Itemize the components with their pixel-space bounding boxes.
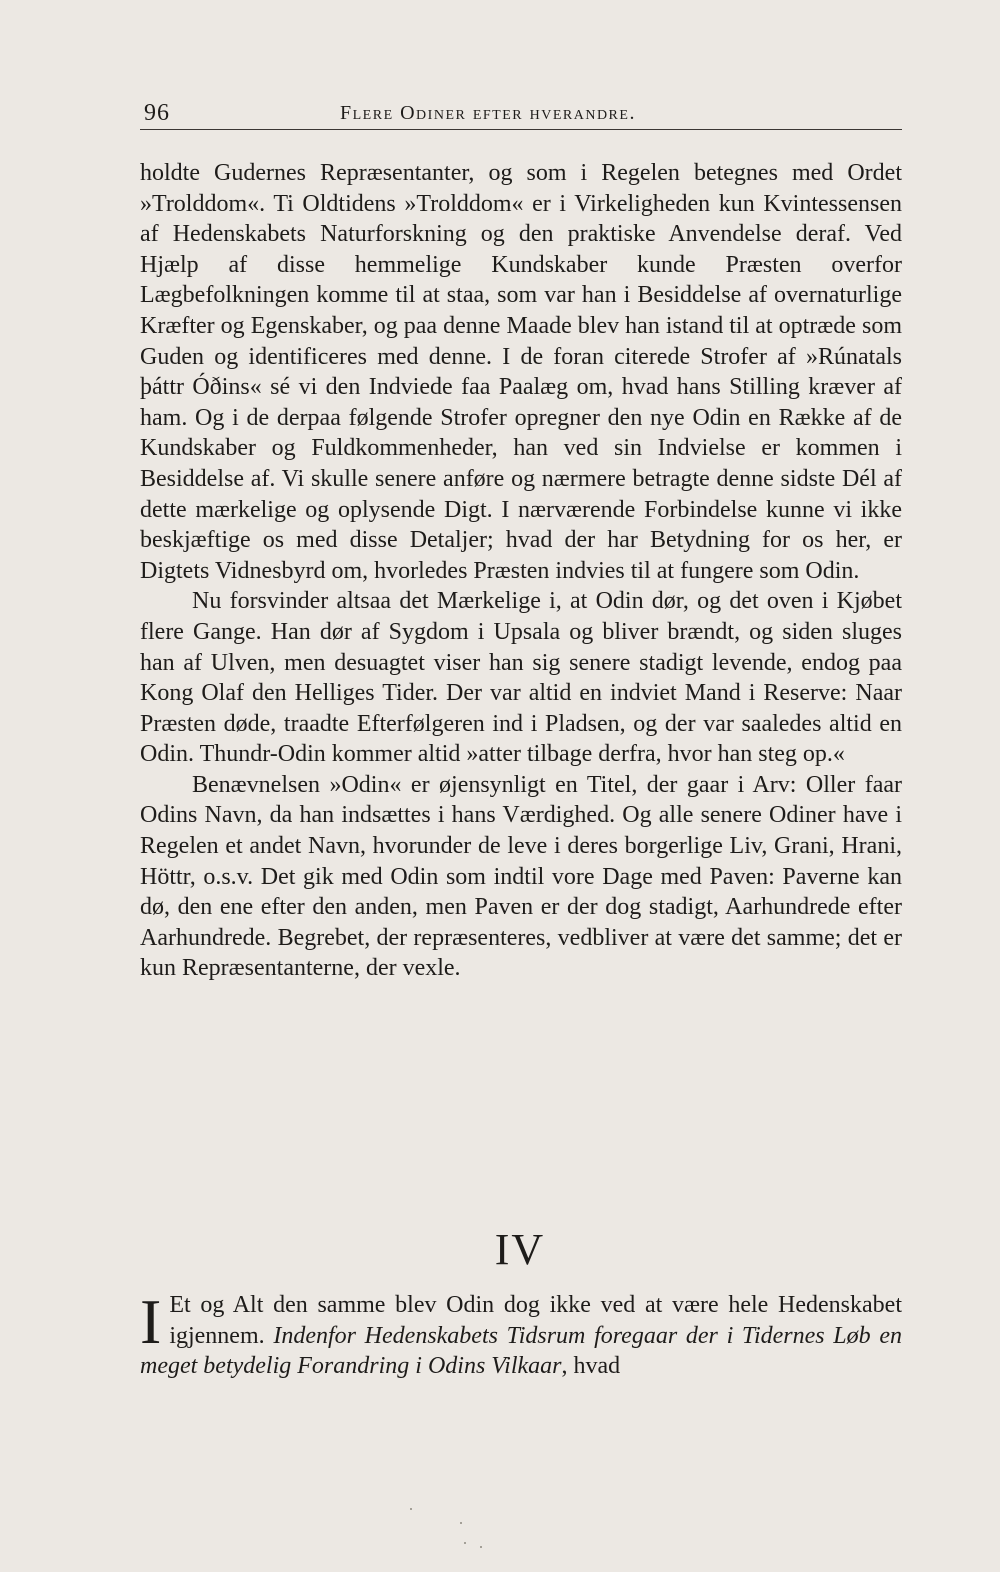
section-text-tail: , hvad <box>561 1353 621 1380</box>
running-title: Flere Odiner efter hverandre. <box>340 102 636 124</box>
paragraph-continued: holdte Gudernes Repræsentanter, og som i Regelen betegnes med Ordet »Trolddom«. Ti Oldtidens »Trolddom« er i Virkeligheden kun Kvintessensen af Hedenskabets Naturforskning og den praktiske Anvendelse deraf. Ved Hjælp af disse hemmelige Kundskaber kunde Præsten overfor Lægbefolkningen komme til at staa, som var han i Besiddelse af overnaturlige Kræfter og Egenskaber, og paa denne Maade blev han istand til at optræde som Guden og identificeres med denne. I de foran citerede Strofer af »Rúnatals þáttr Óðins« sé vi den Indviede faa Paalæg om, hvad hans Stilling kræver af ham. Og i de derpaa følgende Strofer opregner den nye Odin en Række af de Kundskaber og Fuldkommenheder, han ved sin Indvielse er kommen i Besiddelse af. Vi skulle senere anføre og nærmere betragte denne sidste Dél af dette mærkelige og oplysende Digt. I nærværende Forbindelse kunne vi ikke beskjæftige os med disse Detaljer; hvad der har Betydning for os her, er Digtets Vidnesbyrd om, hvorledes Præsten indvies til at fungere som Odin. <box>140 160 902 584</box>
section-numeral: IV <box>494 1225 546 1274</box>
paper-specks <box>400 1500 520 1560</box>
paragraph: Benævnelsen »Odin« er øjensynligt en Titel, der gaar i Arv: Oller faar Odins Navn, da han indsættes i hans Værdighed. Og alle senere Odiner have i Regelen et andet Navn, hvorunder de leve i deres borgerlige Liv, Grani, Hrani, Höttr, o.s.v. Det gik med Odin som indtil vore Dage med Paven: Paverne kan dø, den ene efter den anden, men Paven er der dog stadigt, Aarhundrede efter Aarhundrede. Begrebet, der repræsenteres, vedbliver at være det samme; det er kun Repræsentanterne, der vexle. <box>140 771 902 982</box>
section-text-italic: Indenfor Hedenskabets Tidsrum foregaar der i Tidernes Løb en meget betydelig Forandring i Odins Vilkaar <box>140 1322 903 1380</box>
header-rule <box>140 129 902 130</box>
page-number: 96 <box>144 100 170 126</box>
paper-speck <box>410 1508 412 1510</box>
paper-speck <box>480 1546 482 1548</box>
drop-cap: I <box>140 1286 162 1357</box>
paragraph: Nu forsvinder altsaa det Mærkelige i, at Odin dør, og det oven i Kjøbet flere Gange. Han dør af Sygdom i Upsala og bliver brændt, og siden sluges han af Ulven, men desuagtet viser han sig senere stadigt levende, endog paa Kong Olaf den Helliges Tider. Der var altid en indviet Mand i Reserve: Naar Præsten døde, traadte Efterfølgeren ind i Pladsen, og der var saaledes altid en Odin. Thundr-Odin kommer altid »atter tilbage derfra, hvor han steg op.« <box>140 588 902 768</box>
section-text-plain: Et og Alt den samme blev Odin dog ikke ved at være hele Hedenskabet igjennem. <box>169 1292 902 1349</box>
paper-speck <box>464 1542 466 1544</box>
section-opening-text <box>140 1286 903 1382</box>
body-text <box>140 158 902 984</box>
running-head <box>140 98 902 128</box>
paper-speck <box>460 1522 462 1524</box>
